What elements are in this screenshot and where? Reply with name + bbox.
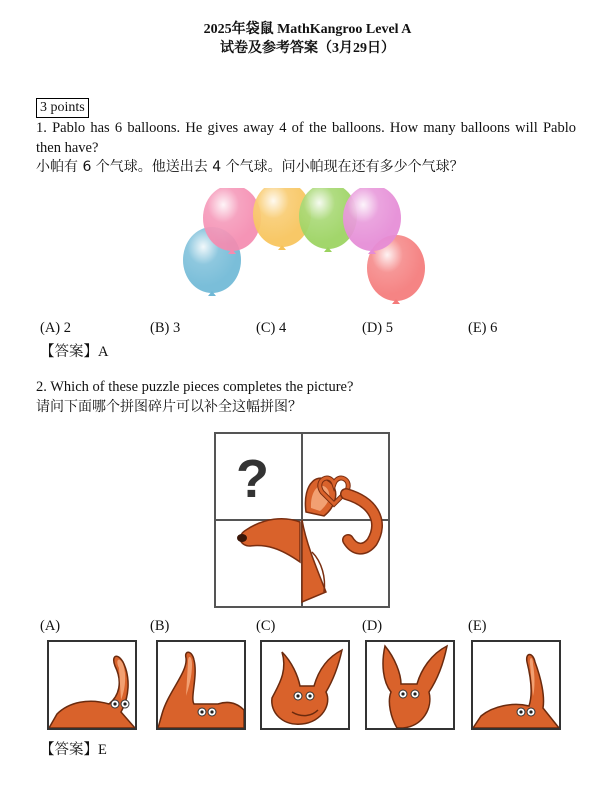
- kangaroo-piece-drawing: [272, 650, 342, 724]
- q1-option-a[interactable]: (A) 2: [40, 320, 72, 336]
- kangaroo-piece-drawing: [473, 655, 559, 729]
- q2-piece-d[interactable]: [365, 640, 455, 730]
- q2-option-d-label[interactable]: (D): [362, 618, 383, 634]
- doc-title-line1: 2025年袋鼠 MathKangroo Level A: [203, 22, 412, 37]
- q2-piece-e[interactable]: [471, 640, 561, 730]
- q2-piece-b[interactable]: [156, 640, 246, 730]
- q1-option-b[interactable]: (B) 3: [150, 320, 181, 336]
- q2-option-b-label[interactable]: (B): [150, 618, 170, 634]
- question-mark: ?: [236, 449, 269, 509]
- kangaroo-piece-drawing: [383, 646, 447, 728]
- kangaroo-piece-drawing: [49, 656, 135, 728]
- kangaroo-piece-drawing: [158, 652, 244, 728]
- q1-option-c[interactable]: (C) 4: [256, 320, 287, 336]
- q1-text-en: 1. Pablo has 6 balloons. He gives away 4 of the balloons. How many balloons will Pablo then have?: [36, 120, 576, 156]
- points-label: 3 points: [36, 98, 89, 118]
- q2-answer: 【答案】E: [40, 742, 107, 758]
- q2-piece-c[interactable]: [260, 640, 350, 730]
- q1-option-d[interactable]: (D) 5: [362, 320, 394, 336]
- q1-answer: 【答案】A: [40, 344, 109, 360]
- q2-option-e-label[interactable]: (E): [468, 618, 487, 634]
- q2-piece-a[interactable]: [47, 640, 137, 730]
- doc-title-line2: 试卷及参考答案（3月29日）: [220, 41, 395, 56]
- q2-option-c-label[interactable]: (C): [256, 618, 276, 634]
- q1-text-cn: 小帕有 6 个气球。他送出去 4 个气球。问小帕现在还有多少个气球？: [36, 159, 464, 175]
- q2-text-cn: 请问下面哪个拼图碎片可以补全这幅拼图？: [36, 399, 302, 415]
- q2-text-en: 2. Which of these puzzle pieces completes the picture?: [36, 379, 354, 395]
- q2-option-a-label[interactable]: (A): [40, 618, 61, 634]
- balloons-illustration: [180, 188, 430, 313]
- q1-option-e[interactable]: (E) 6: [468, 320, 498, 336]
